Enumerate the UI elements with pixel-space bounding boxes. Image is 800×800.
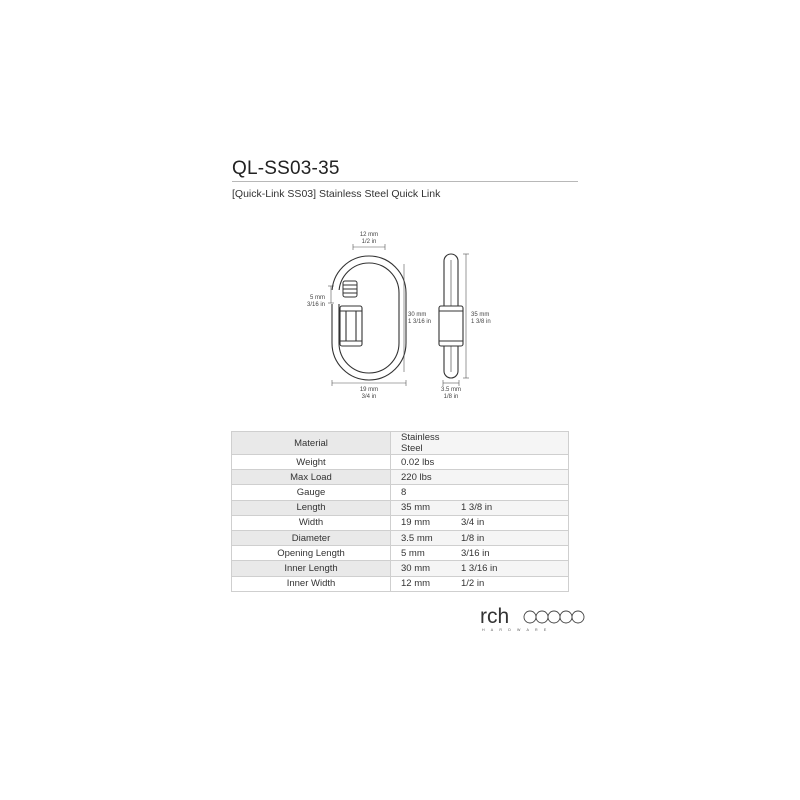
spec-value-primary: 3.5 mm	[401, 532, 433, 544]
dim-diameter-in: 1/8 in	[443, 394, 459, 400]
quick-link-side-view	[439, 254, 463, 378]
spec-value	[391, 561, 569, 576]
table-row	[232, 485, 569, 500]
spec-value-secondary: 1 3/8 in	[461, 502, 493, 514]
spec-value-primary: 0.02 lbs	[401, 456, 435, 468]
spec-value-primary: 12 mm	[401, 578, 431, 590]
spec-value	[391, 455, 569, 470]
dim-width-mm: 19 mm	[359, 387, 379, 393]
table-row	[232, 455, 569, 470]
dim-length-in: 1 3/8 in	[471, 319, 491, 325]
page-title: QL-SS03-35	[232, 158, 340, 179]
dim-top-width-mm: 12 mm	[359, 232, 379, 238]
spec-label: Gauge	[232, 485, 391, 500]
table-row	[232, 515, 569, 530]
spec-label: Max Load	[232, 470, 391, 485]
dim-length-mm: 35 mm	[471, 312, 490, 318]
dim-opening-in: 3/16 in	[306, 302, 325, 308]
table-row	[232, 530, 569, 545]
dim-inner-length-mm: 30 mm	[408, 312, 427, 318]
dim-width-in: 3/4 in	[361, 394, 377, 400]
spec-value-primary: 8	[401, 486, 407, 498]
spec-value-secondary: 3/4 in	[461, 517, 485, 529]
logo-tagline: HARDWARE	[482, 628, 553, 632]
spec-value-secondary: 3/16 in	[461, 547, 490, 559]
spec-value-primary: 5 mm	[401, 547, 425, 559]
spec-value-primary: 220 lbs	[401, 471, 432, 483]
spec-label: Inner Length	[232, 561, 391, 576]
table-row	[232, 470, 569, 485]
dimension-length	[463, 254, 469, 378]
page-subtitle: [Quick-Link SS03] Stainless Steel Quick Link	[232, 188, 441, 200]
spec-value-secondary: 1/8 in	[461, 532, 485, 544]
table-row	[232, 546, 569, 561]
table-row	[232, 500, 569, 515]
table-row	[232, 576, 569, 591]
spec-value-secondary: 1 3/16 in	[461, 562, 498, 574]
spec-value-primary: Stainless Steel	[401, 432, 440, 454]
spec-value	[391, 432, 569, 455]
spec-label: Length	[232, 500, 391, 515]
dim-top-width-in: 1/2 in	[361, 239, 377, 245]
spec-value	[391, 500, 569, 515]
spec-label: Diameter	[232, 530, 391, 545]
spec-value-secondary: 1/2 in	[461, 578, 485, 590]
spec-value-primary: 35 mm	[401, 502, 431, 514]
link-opening	[330, 290, 342, 304]
spec-value	[391, 515, 569, 530]
spec-value	[391, 470, 569, 485]
logo-rings	[524, 611, 584, 623]
rch-hardware-logo	[478, 603, 588, 633]
barrel-nut	[340, 306, 362, 346]
spec-value-primary: 19 mm	[401, 517, 431, 529]
spec-table	[231, 431, 569, 592]
spec-value	[391, 530, 569, 545]
spec-value	[391, 546, 569, 561]
spec-label: Width	[232, 515, 391, 530]
dim-inner-length-in: 1 3/16 in	[408, 319, 432, 325]
table-row	[232, 561, 569, 576]
dim-opening-mm: 5 mm	[310, 295, 325, 301]
spec-value	[391, 576, 569, 591]
dimension-width	[332, 380, 406, 386]
spec-label: Material	[232, 432, 391, 455]
table-row	[232, 432, 569, 455]
spec-value-primary: 30 mm	[401, 562, 431, 574]
spec-label: Weight	[232, 455, 391, 470]
logo-wordmark: rch	[480, 605, 510, 628]
spec-value	[391, 485, 569, 500]
spec-label: Inner Width	[232, 576, 391, 591]
dimension-diameter	[443, 380, 459, 386]
spec-label: Opening Length	[232, 546, 391, 561]
threaded-tip	[343, 281, 357, 297]
dim-diameter-mm: 3.5 mm	[440, 387, 462, 393]
